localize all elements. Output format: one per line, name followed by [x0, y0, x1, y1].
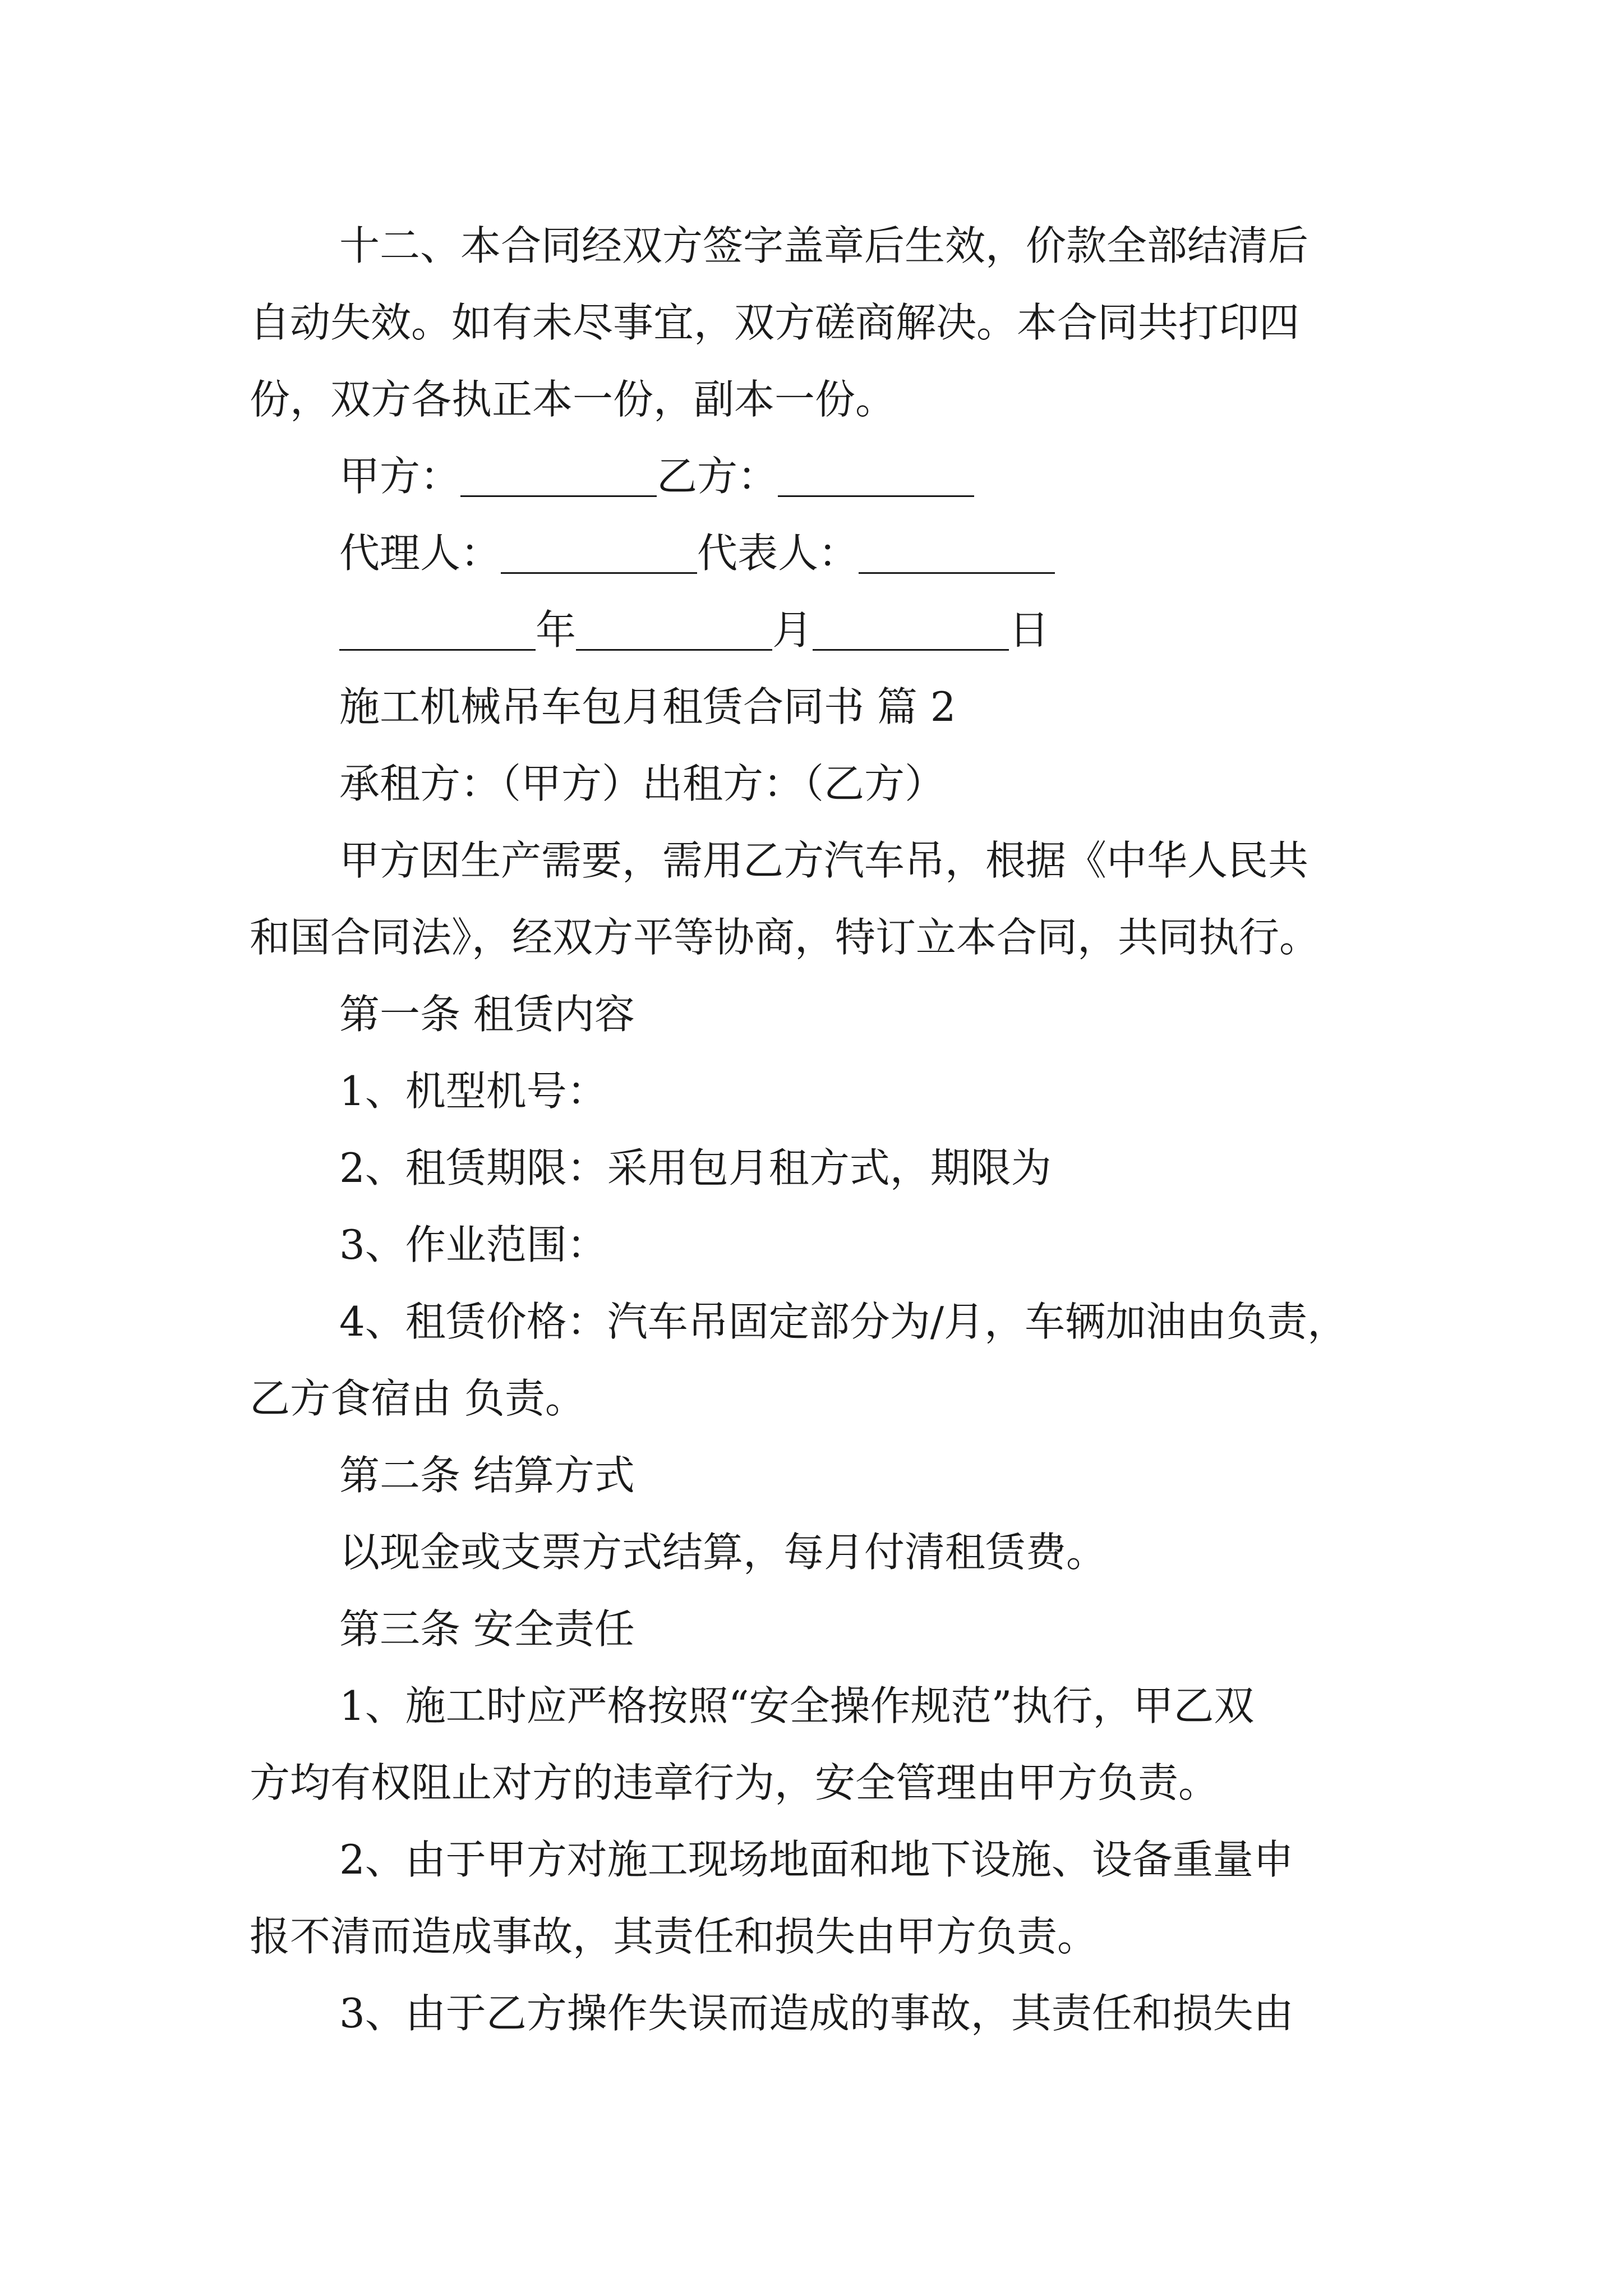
- article-1-item-2: 2、租赁期限：采用包月租方式，期限为: [339, 1144, 1052, 1191]
- article-2-title: 第二条 结算方式: [339, 1452, 635, 1499]
- year-blank: [339, 609, 536, 651]
- clause-12-line-2: 自动失效。如有未尽事宜，双方磋商解决。本合同共打印四: [250, 299, 1300, 346]
- signature-row-date: [0, 596, 1623, 664]
- year-label: 年: [536, 606, 577, 654]
- article-3-item-2-line-2: 报不清而造成事故，其责任和损失由甲方负责。: [250, 1913, 1098, 1960]
- article-2-text: 以现金或支票方式结算，每月付清租赁费。: [339, 1529, 1107, 1576]
- party-b-blank: [778, 455, 974, 497]
- parties-line: 承租方：（甲方）出租方：（乙方）: [339, 760, 946, 807]
- signature-row-parties: [0, 443, 1623, 510]
- month-blank: [576, 609, 772, 651]
- article-3-item-2-line-1: 2、由于甲方对施工现场地面和地下设施、设备重量申: [339, 1836, 1294, 1883]
- month-label: 月: [772, 606, 813, 654]
- contract-title-2: 施工机械吊车包月租赁合同书 篇 2: [339, 683, 956, 730]
- signature-row-agents: [0, 519, 1623, 587]
- day-blank: [813, 609, 1009, 651]
- party-b-label: 乙方：: [657, 453, 778, 500]
- article-3-item-1-line-1: 1、施工时应严格按照“安全操作规范”执行，甲乙双: [339, 1682, 1255, 1729]
- article-3-title: 第三条 安全责任: [339, 1605, 635, 1653]
- party-a-label: 甲方：: [339, 453, 461, 500]
- intro-line-1: 甲方因生产需要，需用乙方汽车吊，根据《中华人民共: [339, 837, 1309, 884]
- clause-12-line-1: 十二、本合同经双方签字盖章后生效，价款全部结清后: [339, 222, 1309, 269]
- article-3-item-3-line-1: 3、由于乙方操作失误而造成的事故，其责任和损失由: [339, 1990, 1294, 2037]
- intro-line-2: 和国合同法》，经双方平等协商，特订立本合同，共同执行。: [250, 914, 1320, 961]
- article-1-title: 第一条 租赁内容: [339, 991, 635, 1038]
- article-1-item-3: 3、作业范围：: [339, 1221, 607, 1268]
- article-1-item-1: 1、机型机号：: [339, 1068, 607, 1115]
- article-1-item-4-line-2: 乙方食宿由 负责。: [250, 1375, 585, 1422]
- agent-blank: [501, 532, 697, 574]
- article-3-item-1-line-2: 方均有权阻止对方的违章行为，安全管理由甲方负责。: [250, 1759, 1219, 1806]
- representative-label: 代表人：: [697, 530, 859, 577]
- clause-12-line-3: 份，双方各执正本一份，副本一份。: [250, 376, 896, 423]
- article-1-item-4-line-1: 4、租赁价格：汽车吊固定部分为/月，车辆加油由负责，: [339, 1298, 1348, 1345]
- day-label: 日: [1009, 606, 1050, 654]
- agent-label: 代理人：: [339, 530, 501, 577]
- representative-blank: [859, 532, 1055, 574]
- party-a-blank: [460, 455, 657, 497]
